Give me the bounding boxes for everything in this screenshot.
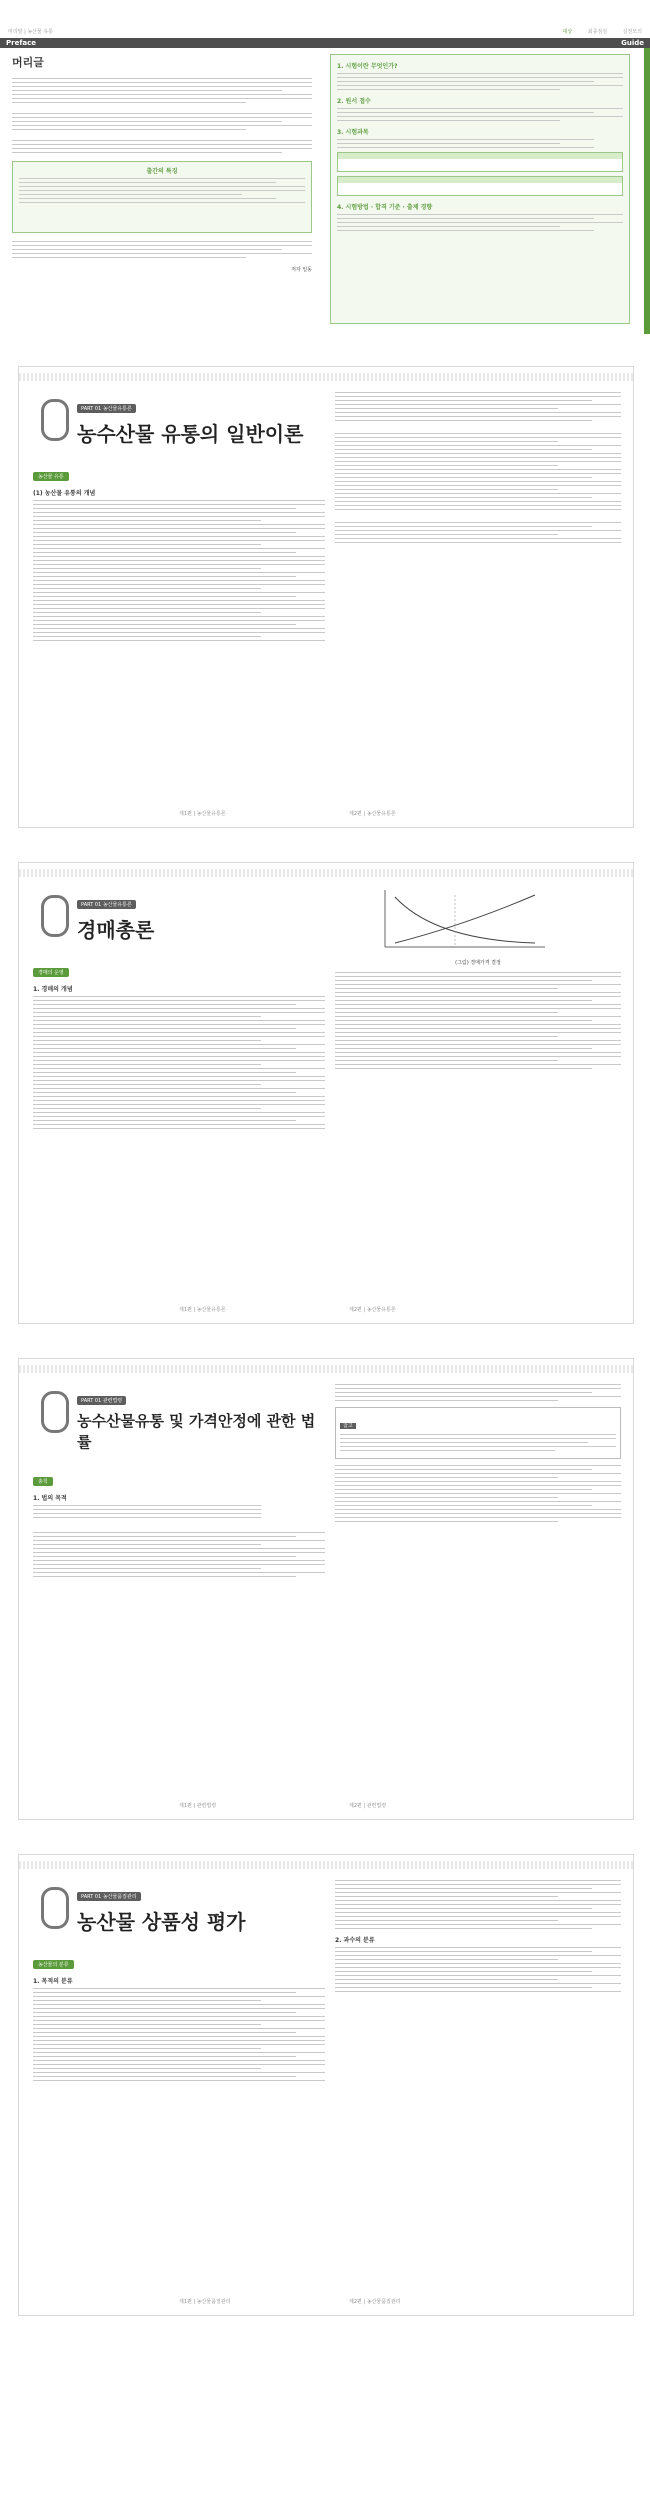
graph-caption: (그림) 경매가격 결정: [455, 960, 501, 966]
chapter-label: PART 01 농산물유통론: [77, 404, 136, 413]
spread-page-2: [18, 862, 634, 1324]
chapter-body-text: [33, 996, 325, 1129]
section-tab: 총칙: [33, 1477, 53, 1486]
right-column-text: [335, 392, 621, 543]
bar-right-label: Guide: [621, 39, 644, 47]
right-column-text: [335, 1880, 621, 1929]
chapter-body-text: [33, 1988, 325, 2081]
chapter-ring-icon: [41, 399, 69, 441]
exam-info-heading-1: 1. 시험이란 무엇인가?: [337, 63, 398, 70]
feature-box-title: 출간의 특징: [146, 168, 178, 175]
header-tab-3[interactable]: 실전모의: [622, 28, 642, 35]
exam-info-heading-2: 2. 원서 접수: [337, 98, 371, 105]
preface-side-accent: [644, 48, 650, 334]
spread-top-stripe: [19, 373, 633, 381]
spread-top-stripe: [19, 869, 633, 877]
right-column-text: [335, 972, 621, 1069]
chapter-title: 농산물 상품성 평가: [77, 1910, 246, 1934]
section-tab: 농산물의 분류: [33, 1960, 74, 1969]
footer-left: 제1편 | 관련법령: [179, 1803, 217, 1809]
footer-left: 제1편 | 농산물품질관리: [179, 2299, 231, 2305]
section-tab: 농산물 유통: [33, 472, 69, 481]
preface-title: 머리글: [12, 56, 44, 69]
exam-subject-table-2: [337, 176, 623, 196]
spread-page-3: [18, 1358, 634, 1820]
sub-heading: (1) 농산물 유통의 개념: [33, 490, 96, 497]
footer-left: 제1편 | 농산물유통론: [179, 811, 226, 817]
sub-heading-2: 2. 과수의 분류: [335, 1937, 375, 1944]
right-column-text: [335, 1384, 621, 1401]
sub-heading: 1. 법의 목적: [33, 1495, 67, 1502]
header-tab-1[interactable]: 대상: [562, 28, 573, 35]
footer-left: 제1편 | 농산물유통론: [179, 1307, 226, 1313]
footer-right: 제2편 | 관련법령: [349, 1803, 387, 1809]
chapter-ring-icon: [41, 895, 69, 937]
footer-right: 제2편 | 농산물품질관리: [349, 2299, 401, 2305]
spread-top-stripe: [19, 1861, 633, 1869]
preface-signature: 저자 일동: [291, 267, 312, 273]
note-box: [335, 1407, 621, 1459]
chapter-label: PART 01 농산물유통론: [77, 900, 136, 909]
footer-right: 제2편 | 농산물유통론: [349, 811, 396, 817]
exam-info-heading-4: 4. 시험방법 · 합격 기준 · 출제 경향: [337, 204, 433, 211]
header-tab-2[interactable]: 최종점검: [587, 28, 608, 35]
chapter-label: PART 01 관련법령: [77, 1396, 126, 1405]
chapter-label: PART 01 농산물품질관리: [77, 1892, 141, 1901]
preface-body-text: [12, 78, 312, 153]
header-left-text: 머리말 | 농산물 유통: [8, 28, 54, 35]
footer-right: 제2편 | 농산물유통론: [349, 1307, 396, 1313]
spread-top-stripe: [19, 1365, 633, 1373]
chapter-title: 농수산물유통 및 가격안정에 관한 법률: [77, 1412, 316, 1451]
chapter-body-text: [33, 1505, 325, 1577]
right-column-text-2: [335, 1947, 621, 1992]
sub-heading: 1. 경매의 개념: [33, 986, 73, 993]
exam-info-heading-3: 3. 시험과목: [337, 129, 369, 136]
preface-feature-box: [12, 161, 312, 233]
exam-subject-table: [337, 152, 623, 172]
chapter-ring-icon: [41, 1887, 69, 1929]
section-tab: 경매의 운영: [33, 968, 69, 977]
sub-heading: 1. 목적의 분류: [33, 1978, 73, 1985]
bar-left-label: Preface: [6, 39, 36, 47]
spread-page-1: [18, 366, 634, 828]
spread-page-4: [18, 1854, 634, 2316]
chapter-title: 농수산물 유통의 일반이론: [77, 422, 304, 446]
chapter-title: 경매총론: [77, 918, 155, 942]
chapter-ring-icon: [41, 1391, 69, 1433]
chapter-body-text: [33, 500, 325, 641]
note-label: 참고: [340, 1423, 356, 1429]
preface-header: [0, 24, 650, 38]
price-graph: [375, 885, 555, 955]
preface-page: [0, 24, 650, 336]
preface-title-bar: [0, 38, 650, 48]
right-column-text-2: [335, 1465, 621, 1522]
exam-info-panel: [330, 54, 630, 324]
